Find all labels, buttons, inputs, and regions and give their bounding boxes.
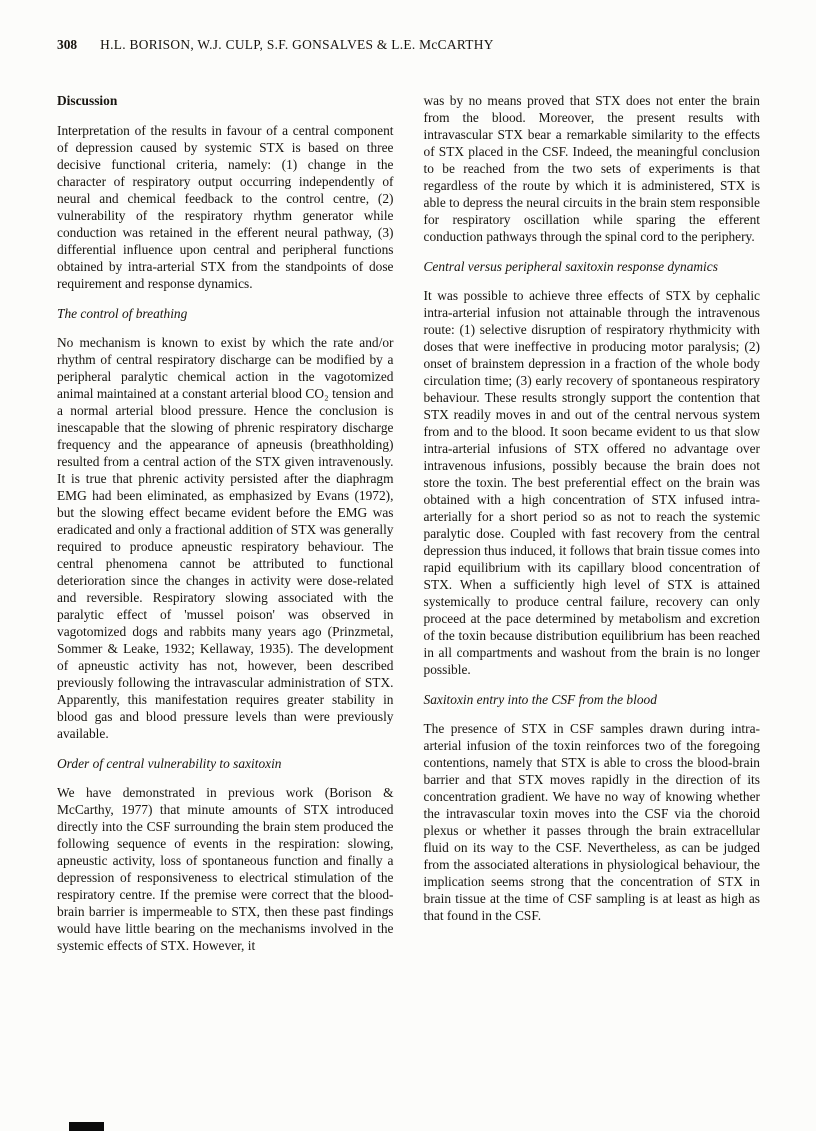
section-heading-discussion: Discussion [57, 93, 118, 108]
right-column [424, 92, 761, 954]
running-header [0, 0, 816, 53]
paragraph-order-of-vulnerability: We have demonstrated in previous work (Borison & McCarthy, 1977) that minute amounts of STX introduced directly into the CSF surrounding the brain stem produced the following sequence of events in the respiration: slowing, apneustic activity, loss of spontaneous function and finally a depression of responsiveness to electrical stimulation of the respiratory centre. If the premise were correct that the blood-brain barrier is impermeable to STX, then these past findings would have little bearing on the mechanisms involved in the systemic effects of STX. However, it [57, 785, 394, 953]
subsection-heading-csf-entry: Saxitoxin entry into the CSF from the blood [423, 692, 657, 707]
subsection-heading-control-of-breathing: The control of breathing [57, 306, 188, 321]
subsection-heading-central-vs-peripheral: Central versus peripheral saxitoxin response dynamics [423, 259, 718, 274]
paragraph-control-of-breathing: No mechanism is known to exist by which the rate and/or rhythm of central respiratory discharge can be modified by a peripheral paralytic chemical action in the vagotomized animal maintained at a constant arterial blood CO₂ tension and a normal arterial blood pressure. Hence the conclusion is inescapable that the slowing of phrenic respiratory discharge frequency and the appearance of apneusis (breathholding) resulted from a central action of the STX given intravenously. It is true that phrenic activity persisted after the diaphragm EMG had been eliminated, as emphasized by Evans (1972), but the slowing effect became evident before the EMG was eradicated and only a fractional addition of STX was generally required to produce apneustic respiratory behaviour. The central phenomena cannot be attributed to functional deterioration since the changes in activity were dose-related and reversible. Respiratory slowing associated with the paralytic effect of 'mussel poison' was observed in vagotomized dogs and rabbits many years ago (Prinzmetal, Sommer & Leake, 1932; Kellaway, 1935). The development of apneustic activity has not, however, been described previously following the intravascular administration of STX. Apparently, this manifestation requires greater stability in blood gas and blood pressure levels than were previously available. [57, 335, 394, 741]
subsection-heading-order-of-vulnerability: Order of central vulnerability to saxitoxin [57, 756, 282, 771]
paragraph-discussion-intro: Interpretation of the results in favour of a central component of depression caused by systemic STX is based on three decisive functional criteria, namely: (1) change in the character of respiratory output occurring independently of neural and chemical feedback to the control centre, (2) vulnerability of the respiratory rhythm generator while conduction was retained in the efferent neural pathway, (3) differential influence upon central and peripheral functions obtained by intra-arterial STX from the standpoints of dose requirement and response dynamics. [57, 123, 394, 291]
paragraph-central-vs-peripheral: It was possible to achieve three effects of STX by cephalic intra-arterial infusion not attainable through the intravenous route: (1) selective disruption of respiratory rhythmicity with doses that were ineffective in producing motor paralysis; (2) onset of brainstem depression in a fraction of the whole body circulation time; (3) early recovery of spontaneous respiratory behaviour. These results strongly support the contention that STX readily moves in and out of the central nervous system from and to the blood. It soon became evident to us that slow intra-arterial infusions of STX offered no advantage over intravenous infusions, possibly because the brain does not store the toxin. The best preferential effect on the brain was obtained with a high concentration of STX infused intra-arterially for a short period so as not to reach the systemic paralytic dose. Coupled with fast recovery from the central depression thus induced, it follows that brain tissue comes into rapid equilibrium with its capillary blood concentration of STX. When a sufficiently high level of STX is attained systemically to produce central failure, recovery can only proceed at the pace determined by metabolism and excretion of the toxin because distribution equilibrium has been reached in all compartments and washout from the brain is no longer possible. [423, 288, 760, 677]
running-head-authors: H.L. BORISON, W.J. CULP, S.F. GONSALVES & L.E. McCARTHY [100, 37, 494, 52]
paragraph-continued-from-left: was by no means proved that STX does not enter the brain from the blood. Moreover, the present results with intravascular STX bear a remarkable similarity to the effects of STX placed in the CSF. Indeed, the meaningful conclusion to be reached from the two sets of experiments is that regardless of the route by which it is administered, STX is able to depress the neural circuits in the brain stem responsible for respiratory oscillation while sparing the efferent conduction pathways through the spinal cord to the periphery. [423, 93, 760, 244]
scan-artifact [69, 1122, 104, 1131]
two-column-layout [0, 92, 816, 954]
left-column [57, 92, 394, 954]
paragraph-csf-entry: The presence of STX in CSF samples drawn during intra-arterial infusion of the toxin reinforces two of the foregoing contentions, namely that STX is able to cross the blood-brain barrier and that STX moves rapidly in the direction of its concentration gradient. We have no way of knowing whether the intravascular toxin moves into the CSF via the choroid plexus or whether it passes through the brain extracellular fluid on its way to the CSF. Nevertheless, as can be judged from the associated alterations in physiological behaviour, the implication seems strong that the concentration of STX in brain tissue at the time of CSF sampling is at least as high as that found in the CSF. [423, 721, 760, 923]
page-number: 308 [57, 37, 78, 52]
